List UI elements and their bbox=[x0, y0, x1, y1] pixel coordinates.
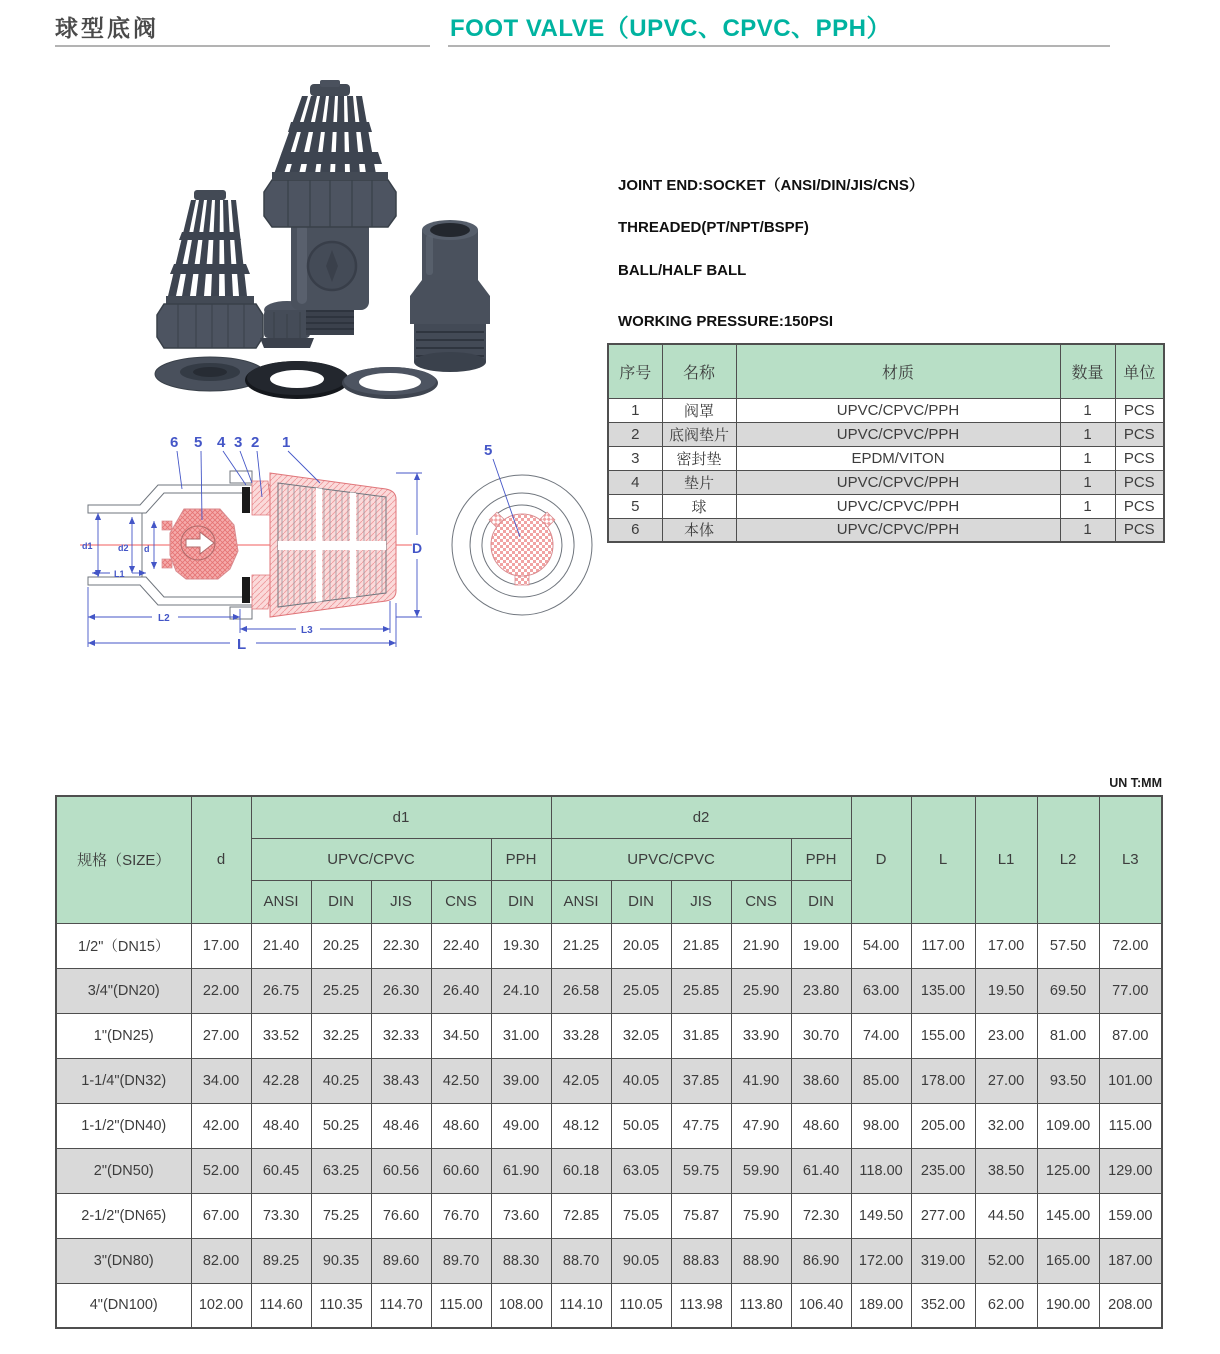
value-cell: 32.00 bbox=[975, 1103, 1037, 1148]
dimension-table bbox=[55, 795, 1163, 1329]
parts-row bbox=[608, 446, 1164, 470]
value-cell: 88.70 bbox=[551, 1238, 611, 1283]
value-cell: 114.60 bbox=[251, 1283, 311, 1328]
dim-label-L3: L3 bbox=[301, 625, 313, 636]
side-view-drawing bbox=[80, 434, 422, 653]
parts-cell: 1 bbox=[1060, 446, 1115, 470]
value-cell: 49.00 bbox=[491, 1103, 551, 1148]
dim-row bbox=[56, 1013, 1162, 1058]
size-cell: 3/4"(DN20) bbox=[56, 968, 191, 1013]
parts-cell: 6 bbox=[608, 518, 662, 542]
parts-cell: 2 bbox=[608, 422, 662, 446]
value-cell: 47.90 bbox=[731, 1103, 791, 1148]
parts-cell: 1 bbox=[1060, 422, 1115, 446]
value-cell: 50.25 bbox=[311, 1103, 371, 1148]
value-cell: 20.25 bbox=[311, 923, 371, 968]
value-cell: 88.90 bbox=[731, 1238, 791, 1283]
gasket-ring bbox=[342, 367, 438, 399]
value-cell: 26.75 bbox=[251, 968, 311, 1013]
dim-column-header: L1 bbox=[975, 796, 1037, 923]
value-cell: 27.00 bbox=[191, 1013, 251, 1058]
size-column-header: 规格（SIZE） bbox=[56, 796, 191, 923]
standard-header: DIN bbox=[491, 880, 551, 923]
value-cell: 72.85 bbox=[551, 1193, 611, 1238]
value-cell: 88.30 bbox=[491, 1238, 551, 1283]
value-cell: 48.60 bbox=[791, 1103, 851, 1148]
value-cell: 23.80 bbox=[791, 968, 851, 1013]
value-cell: 25.90 bbox=[731, 968, 791, 1013]
value-cell: 89.70 bbox=[431, 1238, 491, 1283]
page-title-en: FOOT VALVE（UPVC、CPVC、PPH） bbox=[450, 15, 891, 42]
dim-column-header: L bbox=[911, 796, 975, 923]
parts-cell: 4 bbox=[608, 470, 662, 494]
value-cell: 75.25 bbox=[311, 1193, 371, 1238]
parts-cell: 1 bbox=[608, 398, 662, 422]
value-cell: 39.00 bbox=[491, 1058, 551, 1103]
value-cell: 38.43 bbox=[371, 1058, 431, 1103]
value-cell: 135.00 bbox=[911, 968, 975, 1013]
value-cell: 52.00 bbox=[191, 1148, 251, 1193]
value-cell: 37.85 bbox=[671, 1058, 731, 1103]
value-cell: 31.85 bbox=[671, 1013, 731, 1058]
material-group-header: PPH bbox=[491, 838, 551, 880]
value-cell: 54.00 bbox=[851, 923, 911, 968]
material-group-header: PPH bbox=[791, 838, 851, 880]
callout-2: 2 bbox=[251, 434, 260, 451]
value-cell: 98.00 bbox=[851, 1103, 911, 1148]
value-cell: 235.00 bbox=[911, 1148, 975, 1193]
value-cell: 277.00 bbox=[911, 1193, 975, 1238]
value-cell: 75.90 bbox=[731, 1193, 791, 1238]
value-cell: 75.87 bbox=[671, 1193, 731, 1238]
value-cell: 74.00 bbox=[851, 1013, 911, 1058]
value-cell: 72.30 bbox=[791, 1193, 851, 1238]
value-cell: 32.25 bbox=[311, 1013, 371, 1058]
front-view-ball bbox=[489, 512, 555, 585]
value-cell: 24.10 bbox=[491, 968, 551, 1013]
value-cell: 75.05 bbox=[611, 1193, 671, 1238]
parts-column-header: 材质 bbox=[736, 344, 1060, 398]
dim-row bbox=[56, 1193, 1162, 1238]
standard-header: DIN bbox=[791, 880, 851, 923]
dim-label-d2: d2 bbox=[118, 543, 129, 553]
value-cell: 61.90 bbox=[491, 1148, 551, 1193]
dim-table-body bbox=[56, 923, 1162, 1328]
parts-column-header: 数量 bbox=[1060, 344, 1115, 398]
dim-column-header: L3 bbox=[1099, 796, 1162, 923]
size-cell: 1/2"（DN15） bbox=[56, 923, 191, 968]
callout-4: 4 bbox=[217, 434, 226, 451]
callout-6: 6 bbox=[170, 434, 179, 451]
value-cell: 114.70 bbox=[371, 1283, 431, 1328]
size-cell: 1-1/2"(DN40) bbox=[56, 1103, 191, 1148]
size-cell: 2-1/2"(DN65) bbox=[56, 1193, 191, 1238]
value-cell: 21.85 bbox=[671, 923, 731, 968]
dim-row bbox=[56, 923, 1162, 968]
callout-1: 1 bbox=[282, 434, 291, 451]
value-cell: 63.25 bbox=[311, 1148, 371, 1193]
value-cell: 319.00 bbox=[911, 1238, 975, 1283]
parts-cell: PCS bbox=[1115, 446, 1164, 470]
value-cell: 42.05 bbox=[551, 1058, 611, 1103]
parts-cell: PCS bbox=[1115, 398, 1164, 422]
assembled-foot-valve bbox=[264, 80, 396, 335]
value-cell: 115.00 bbox=[1099, 1103, 1162, 1148]
value-cell: 23.00 bbox=[975, 1013, 1037, 1058]
parts-cell: UPVC/CPVC/PPH bbox=[736, 518, 1060, 542]
value-cell: 17.00 bbox=[975, 923, 1037, 968]
dim-label-D: D bbox=[412, 540, 423, 556]
value-cell: 115.00 bbox=[431, 1283, 491, 1328]
parts-cell: UPVC/CPVC/PPH bbox=[736, 494, 1060, 518]
value-cell: 159.00 bbox=[1099, 1193, 1162, 1238]
value-cell: 109.00 bbox=[1037, 1103, 1099, 1148]
value-cell: 26.58 bbox=[551, 968, 611, 1013]
value-cell: 38.50 bbox=[975, 1148, 1037, 1193]
parts-column-header: 单位 bbox=[1115, 344, 1164, 398]
parts-cell: 本体 bbox=[662, 518, 736, 542]
value-cell: 59.75 bbox=[671, 1148, 731, 1193]
spec-ball: BALL/HALF BALL bbox=[618, 262, 747, 279]
dim-row bbox=[56, 1283, 1162, 1328]
value-cell: 34.50 bbox=[431, 1013, 491, 1058]
dim-label-d1: d1 bbox=[82, 541, 93, 551]
parts-cell: 1 bbox=[1060, 470, 1115, 494]
value-cell: 76.60 bbox=[371, 1193, 431, 1238]
value-cell: 44.50 bbox=[975, 1193, 1037, 1238]
value-cell: 59.90 bbox=[731, 1148, 791, 1193]
value-cell: 72.00 bbox=[1099, 923, 1162, 968]
value-cell: 76.70 bbox=[431, 1193, 491, 1238]
value-cell: 117.00 bbox=[911, 923, 975, 968]
value-cell: 149.50 bbox=[851, 1193, 911, 1238]
value-cell: 32.05 bbox=[611, 1013, 671, 1058]
value-cell: 33.28 bbox=[551, 1013, 611, 1058]
value-cell: 113.98 bbox=[671, 1283, 731, 1328]
size-cell: 4"(DN100) bbox=[56, 1283, 191, 1328]
standard-header: ANSI bbox=[551, 880, 611, 923]
parts-cell: 阀罩 bbox=[662, 398, 736, 422]
value-cell: 61.40 bbox=[791, 1148, 851, 1193]
parts-row bbox=[608, 494, 1164, 518]
value-cell: 81.00 bbox=[1037, 1013, 1099, 1058]
value-cell: 60.18 bbox=[551, 1148, 611, 1193]
value-cell: 60.45 bbox=[251, 1148, 311, 1193]
parts-row bbox=[608, 398, 1164, 422]
technical-drawing bbox=[80, 425, 620, 665]
value-cell: 102.00 bbox=[191, 1283, 251, 1328]
value-cell: 73.60 bbox=[491, 1193, 551, 1238]
parts-cell: 5 bbox=[608, 494, 662, 518]
standard-header: JIS bbox=[371, 880, 431, 923]
unit-note: UN T:MM bbox=[1109, 776, 1162, 790]
value-cell: 19.50 bbox=[975, 968, 1037, 1013]
value-cell: 125.00 bbox=[1037, 1148, 1099, 1193]
value-cell: 113.80 bbox=[731, 1283, 791, 1328]
parts-cell: 1 bbox=[1060, 494, 1115, 518]
value-cell: 87.00 bbox=[1099, 1013, 1162, 1058]
value-cell: 25.05 bbox=[611, 968, 671, 1013]
product-photo bbox=[60, 80, 600, 420]
value-cell: 34.00 bbox=[191, 1058, 251, 1103]
value-cell: 27.00 bbox=[975, 1058, 1037, 1103]
value-cell: 73.30 bbox=[251, 1193, 311, 1238]
dim-row bbox=[56, 1148, 1162, 1193]
dim-label-d: d bbox=[144, 544, 150, 554]
value-cell: 22.00 bbox=[191, 968, 251, 1013]
value-cell: 205.00 bbox=[911, 1103, 975, 1148]
parts-table-body bbox=[608, 398, 1164, 542]
value-cell: 208.00 bbox=[1099, 1283, 1162, 1328]
value-cell: 101.00 bbox=[1099, 1058, 1162, 1103]
value-cell: 187.00 bbox=[1099, 1238, 1162, 1283]
page-title-cn: 球型底阀 bbox=[55, 15, 159, 41]
dim-column-header: L2 bbox=[1037, 796, 1099, 923]
parts-cell: PCS bbox=[1115, 422, 1164, 446]
parts-row bbox=[608, 518, 1164, 542]
value-cell: 110.05 bbox=[611, 1283, 671, 1328]
value-cell: 20.05 bbox=[611, 923, 671, 968]
spec-joint-end: JOINT END:SOCKET（ANSI/DIN/JIS/CNS） bbox=[618, 177, 924, 194]
size-cell: 3"(DN80) bbox=[56, 1238, 191, 1283]
dim-label-L1: L1 bbox=[114, 569, 125, 579]
value-cell: 90.35 bbox=[311, 1238, 371, 1283]
value-cell: 31.00 bbox=[491, 1013, 551, 1058]
value-cell: 63.05 bbox=[611, 1148, 671, 1193]
material-group-header: UPVC/CPVC bbox=[251, 838, 491, 880]
value-cell: 33.90 bbox=[731, 1013, 791, 1058]
value-cell: 42.00 bbox=[191, 1103, 251, 1148]
dim-table-head bbox=[56, 796, 1162, 923]
size-cell: 1-1/4"(DN32) bbox=[56, 1058, 191, 1103]
standard-header: CNS bbox=[431, 880, 491, 923]
size-cell: 2"(DN50) bbox=[56, 1148, 191, 1193]
value-cell: 57.50 bbox=[1037, 923, 1099, 968]
dim-row bbox=[56, 1103, 1162, 1148]
value-cell: 25.25 bbox=[311, 968, 371, 1013]
value-cell: 86.90 bbox=[791, 1238, 851, 1283]
value-cell: 48.12 bbox=[551, 1103, 611, 1148]
parts-row bbox=[608, 422, 1164, 446]
standard-header: DIN bbox=[611, 880, 671, 923]
value-cell: 38.60 bbox=[791, 1058, 851, 1103]
value-cell: 25.85 bbox=[671, 968, 731, 1013]
value-cell: 48.46 bbox=[371, 1103, 431, 1148]
value-cell: 82.00 bbox=[191, 1238, 251, 1283]
value-cell: 22.30 bbox=[371, 923, 431, 968]
spec-working-pressure: WORKING PRESSURE:150PSI bbox=[618, 313, 834, 330]
value-cell: 108.00 bbox=[491, 1283, 551, 1328]
valve-ball bbox=[162, 509, 238, 579]
value-cell: 89.60 bbox=[371, 1238, 431, 1283]
value-cell: 93.50 bbox=[1037, 1058, 1099, 1103]
value-cell: 165.00 bbox=[1037, 1238, 1099, 1283]
dim-column-header: D bbox=[851, 796, 911, 923]
parts-table bbox=[607, 343, 1165, 543]
parts-cell: 3 bbox=[608, 446, 662, 470]
strainer-cage bbox=[155, 190, 265, 391]
dim-row bbox=[56, 1238, 1162, 1283]
value-cell: 85.00 bbox=[851, 1058, 911, 1103]
parts-cell: PCS bbox=[1115, 518, 1164, 542]
value-cell: 42.50 bbox=[431, 1058, 491, 1103]
value-cell: 47.75 bbox=[671, 1103, 731, 1148]
standard-header: CNS bbox=[731, 880, 791, 923]
value-cell: 88.83 bbox=[671, 1238, 731, 1283]
parts-cell: 球 bbox=[662, 494, 736, 518]
parts-cell: 底阀垫片 bbox=[662, 422, 736, 446]
value-cell: 48.40 bbox=[251, 1103, 311, 1148]
value-cell: 32.33 bbox=[371, 1013, 431, 1058]
dim-row bbox=[56, 1058, 1162, 1103]
standard-header: JIS bbox=[671, 880, 731, 923]
value-cell: 110.35 bbox=[311, 1283, 371, 1328]
value-cell: 26.30 bbox=[371, 968, 431, 1013]
value-cell: 17.00 bbox=[191, 923, 251, 968]
value-cell: 352.00 bbox=[911, 1283, 975, 1328]
spec-threaded: THREADED(PT/NPT/BSPF) bbox=[618, 219, 809, 236]
parts-cell: PCS bbox=[1115, 470, 1164, 494]
standard-header: ANSI bbox=[251, 880, 311, 923]
callout-3: 3 bbox=[234, 434, 243, 451]
value-cell: 67.00 bbox=[191, 1193, 251, 1238]
value-cell: 118.00 bbox=[851, 1148, 911, 1193]
parts-cell: UPVC/CPVC/PPH bbox=[736, 422, 1060, 446]
socket-adapter bbox=[410, 220, 490, 372]
value-cell: 155.00 bbox=[911, 1013, 975, 1058]
dim-row bbox=[56, 968, 1162, 1013]
parts-cell: 垫片 bbox=[662, 470, 736, 494]
value-cell: 19.00 bbox=[791, 923, 851, 968]
value-cell: 21.40 bbox=[251, 923, 311, 968]
parts-column-header: 名称 bbox=[662, 344, 736, 398]
value-cell: 21.25 bbox=[551, 923, 611, 968]
value-cell: 33.52 bbox=[251, 1013, 311, 1058]
value-cell: 145.00 bbox=[1037, 1193, 1099, 1238]
value-cell: 22.40 bbox=[431, 923, 491, 968]
value-cell: 21.90 bbox=[731, 923, 791, 968]
value-cell: 60.56 bbox=[371, 1148, 431, 1193]
parts-cell: PCS bbox=[1115, 494, 1164, 518]
header-rule-left bbox=[55, 45, 430, 47]
front-callout-5: 5 bbox=[484, 442, 493, 459]
value-cell: 63.00 bbox=[851, 968, 911, 1013]
value-cell: 19.30 bbox=[491, 923, 551, 968]
value-cell: 52.00 bbox=[975, 1238, 1037, 1283]
value-cell: 89.25 bbox=[251, 1238, 311, 1283]
d-column-header: d bbox=[191, 796, 251, 923]
value-cell: 190.00 bbox=[1037, 1283, 1099, 1328]
value-cell: 60.60 bbox=[431, 1148, 491, 1193]
standard-header: DIN bbox=[311, 880, 371, 923]
value-cell: 178.00 bbox=[911, 1058, 975, 1103]
value-cell: 26.40 bbox=[431, 968, 491, 1013]
value-cell: 30.70 bbox=[791, 1013, 851, 1058]
value-cell: 48.60 bbox=[431, 1103, 491, 1148]
parts-cell: EPDM/VITON bbox=[736, 446, 1060, 470]
d1-group-header: d1 bbox=[251, 796, 551, 838]
parts-column-header: 序号 bbox=[608, 344, 662, 398]
parts-cell: 1 bbox=[1060, 398, 1115, 422]
value-cell: 62.00 bbox=[975, 1283, 1037, 1328]
value-cell: 50.05 bbox=[611, 1103, 671, 1148]
value-cell: 90.05 bbox=[611, 1238, 671, 1283]
dim-label-L: L bbox=[237, 636, 247, 653]
material-group-header: UPVC/CPVC bbox=[551, 838, 791, 880]
value-cell: 40.05 bbox=[611, 1058, 671, 1103]
value-cell: 114.10 bbox=[551, 1283, 611, 1328]
dim-label-L2: L2 bbox=[158, 613, 170, 624]
value-cell: 189.00 bbox=[851, 1283, 911, 1328]
value-cell: 41.90 bbox=[731, 1058, 791, 1103]
size-cell: 1"(DN25) bbox=[56, 1013, 191, 1058]
d2-group-header: d2 bbox=[551, 796, 851, 838]
front-view-drawing bbox=[452, 442, 592, 615]
callout-5: 5 bbox=[194, 434, 203, 451]
parts-cell: 1 bbox=[1060, 518, 1115, 542]
value-cell: 172.00 bbox=[851, 1238, 911, 1283]
value-cell: 40.25 bbox=[311, 1058, 371, 1103]
parts-cell: 密封垫 bbox=[662, 446, 736, 470]
parts-cell: UPVC/CPVC/PPH bbox=[736, 470, 1060, 494]
parts-table-head bbox=[608, 344, 1164, 398]
parts-cell: UPVC/CPVC/PPH bbox=[736, 398, 1060, 422]
value-cell: 69.50 bbox=[1037, 968, 1099, 1013]
rubber-gasket bbox=[245, 361, 349, 399]
header-rule-right bbox=[448, 45, 1110, 47]
value-cell: 106.40 bbox=[791, 1283, 851, 1328]
value-cell: 42.28 bbox=[251, 1058, 311, 1103]
parts-row bbox=[608, 470, 1164, 494]
value-cell: 77.00 bbox=[1099, 968, 1162, 1013]
value-cell: 129.00 bbox=[1099, 1148, 1162, 1193]
